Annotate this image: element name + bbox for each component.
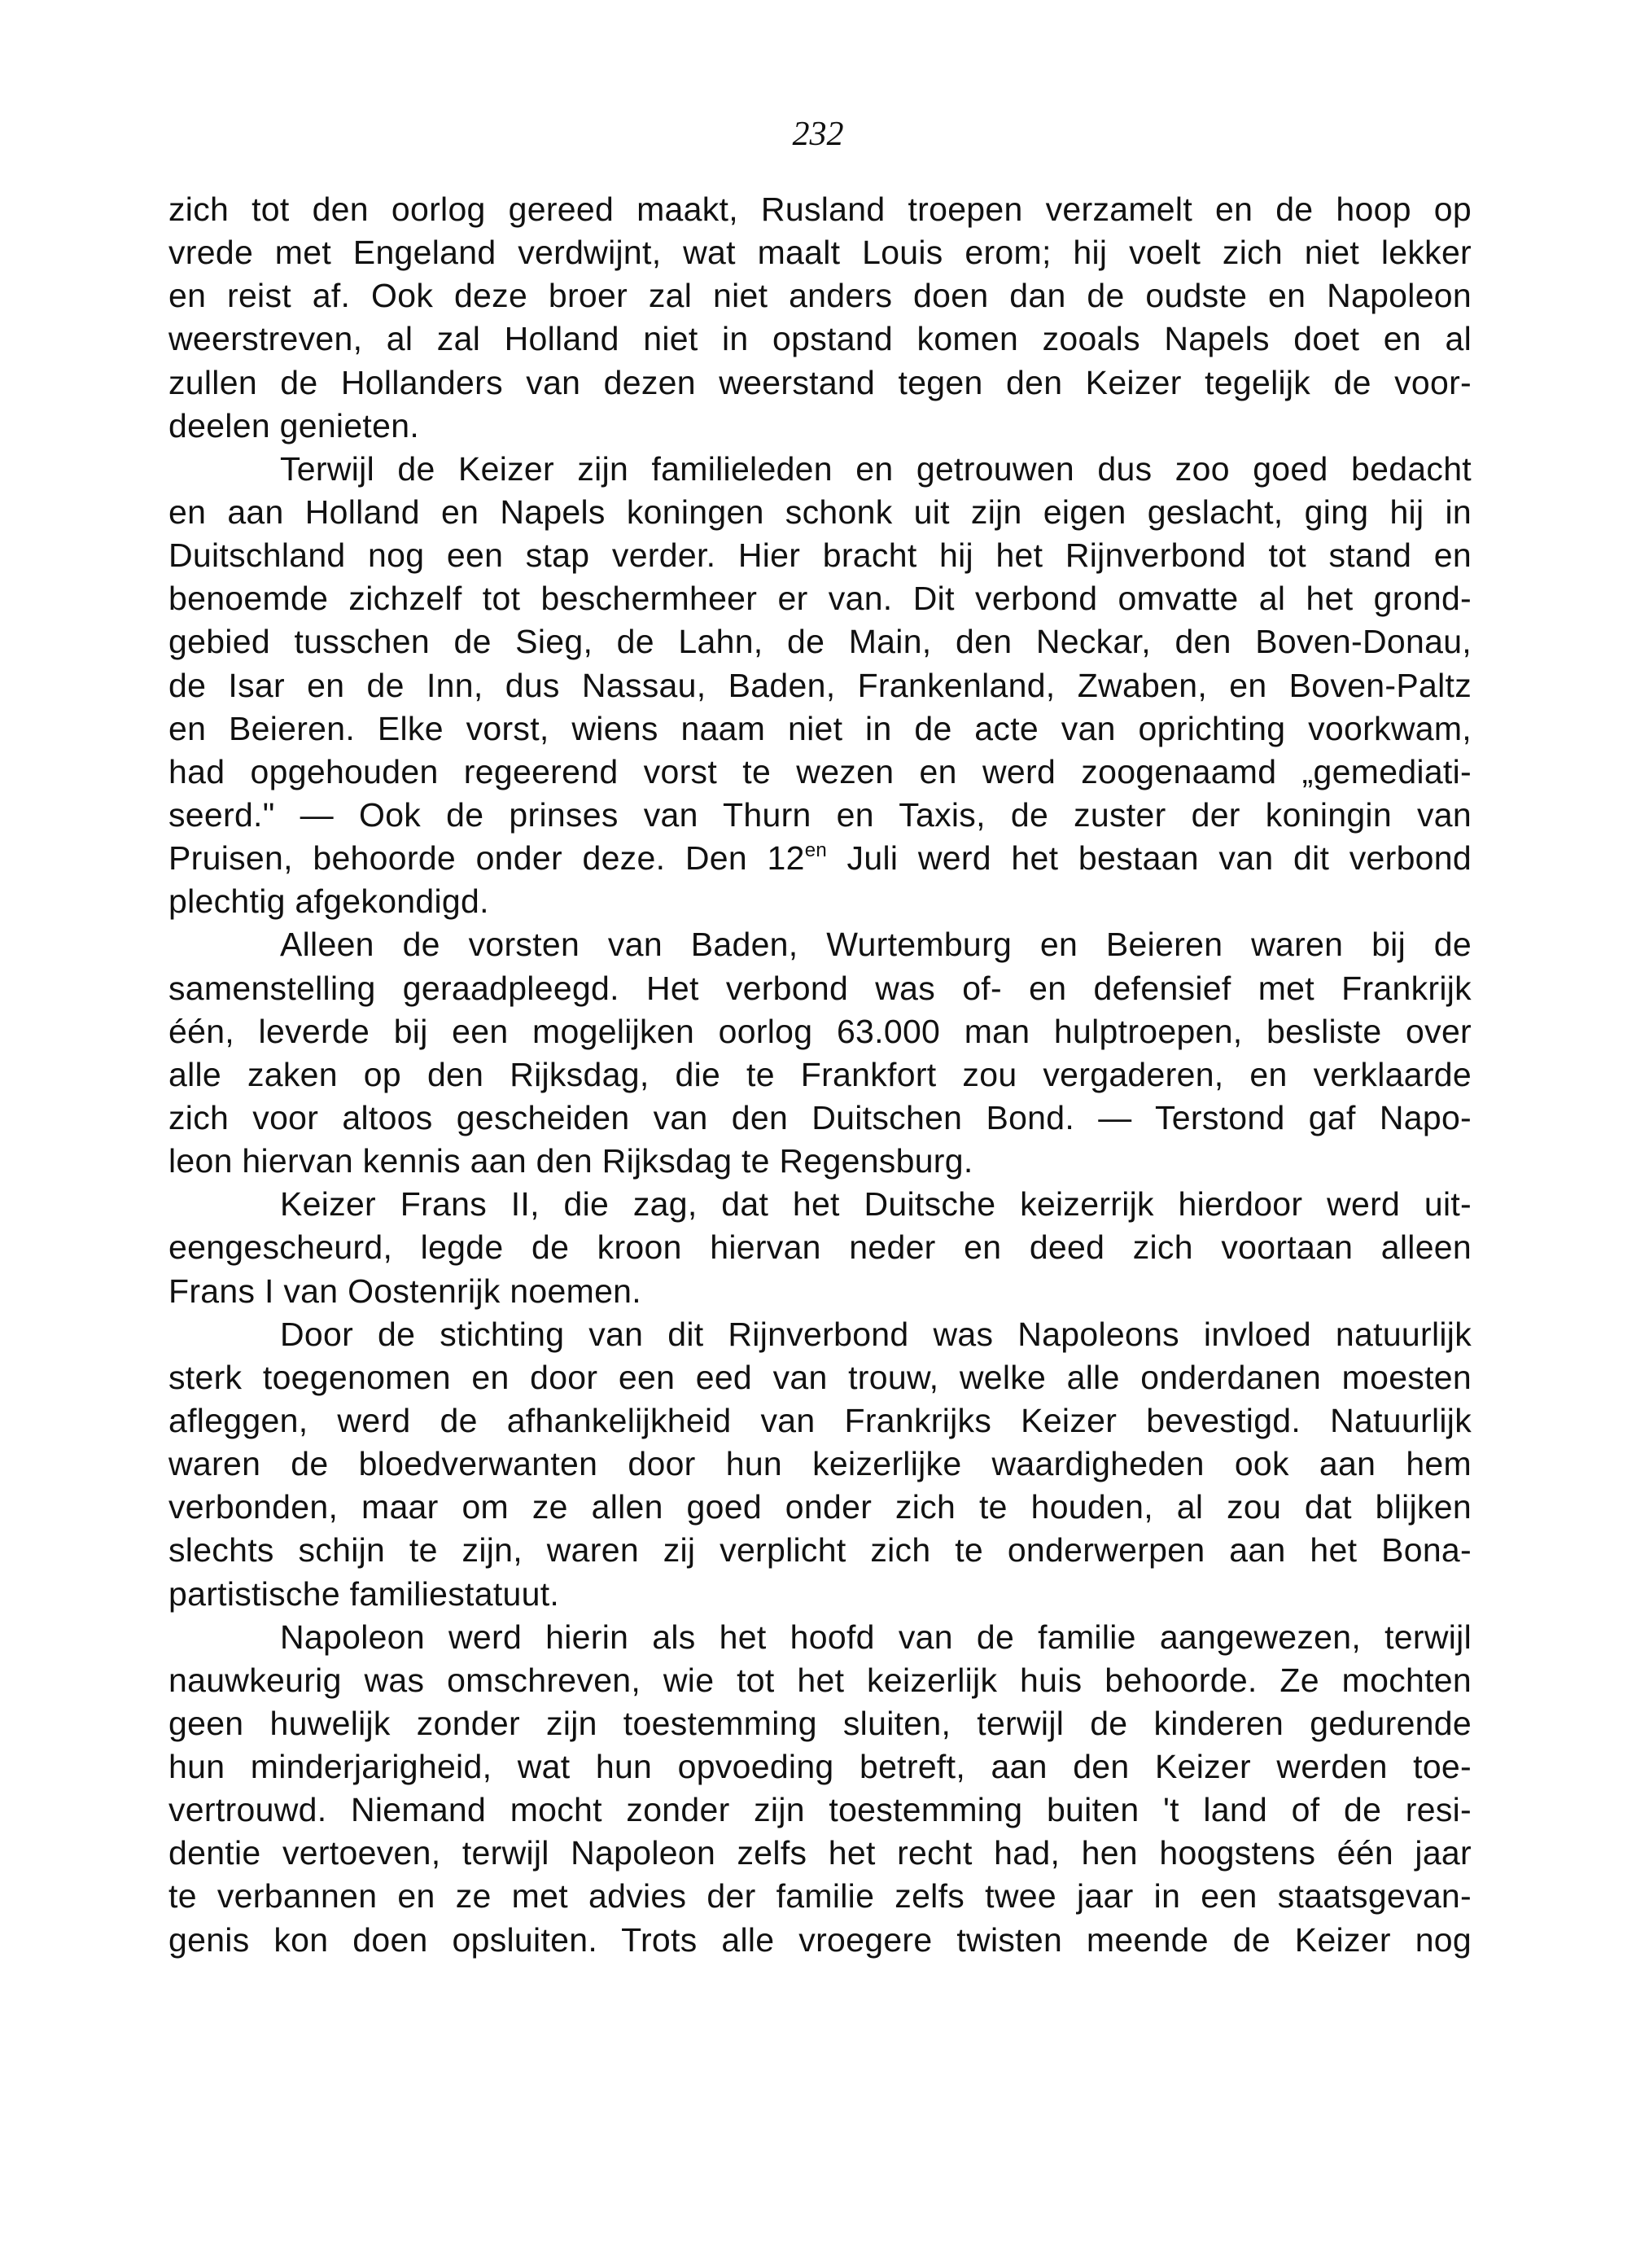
text-line: verbonden, maar om ze allen goed onder zich te houden, al zou dat blijken	[168, 1488, 1472, 1526]
text-line: weerstreven, al zal Holland niet in opstand komen zooals Napels doet en al	[168, 320, 1472, 358]
text-line: benoemde zichzelf tot beschermheer er van. Dit verbond omvatte al het grond-	[168, 580, 1472, 618]
text-line: sterk toegenomen en door een eed van trouw, welke alle onderdanen moesten	[168, 1358, 1472, 1396]
text-line: vertrouwd. Niemand mocht zonder zijn toestemming buiten 't land of de resi-	[168, 1791, 1472, 1829]
text-segment: Pruisen, behoorde onder deze. Den 12	[168, 839, 805, 878]
text-line: zich tot den oorlog gereed maakt, Rusland troepen verzamelt en de hoop op	[168, 190, 1472, 228]
text-line: waren de bloedverwanten door hun keizerlijke waardigheden ook aan hem	[168, 1445, 1472, 1483]
text-segment: Juli werd het bestaan van dit verbond	[827, 839, 1472, 878]
page-number: 232	[792, 116, 844, 153]
body-text	[168, 188, 1472, 1962]
text-line: dentie vertoeven, terwijl Napoleon zelfs het recht had, hen hoogstens één jaar	[168, 1834, 1472, 1872]
text-line: nauwkeurig was omschreven, wie tot het keizerlijk huis behoorde. Ze mochten	[168, 1661, 1472, 1699]
text-line: afleggen, werd de afhankelijkheid van Frankrijks Keizer bevestigd. Natuurlijk	[168, 1401, 1472, 1439]
superscript: en	[804, 839, 827, 862]
text-line: plechtig afgekondigd.	[168, 882, 489, 921]
text-line: slechts schijn te zijn, waren zij verplicht zich te onderwerpen aan het Bona-	[168, 1531, 1472, 1570]
text-line: Duitschland nog een stap verder. Hier bracht hij het Rijnverbond tot stand en	[168, 536, 1472, 575]
text-line: Keizer Frans II, die zag, dat het Duitsche keizerrijk hierdoor werd uit-	[280, 1185, 1472, 1224]
text-line: Door de stichting van dit Rijnverbond was Napoleons invloed natuurlijk	[280, 1315, 1472, 1353]
text-line: genis kon doen opsluiten. Trots alle vroegere twisten meende de Keizer nog	[168, 1920, 1472, 1959]
text-line: eengescheurd, legde de kroon hiervan neder en deed zich voortaan alleen	[168, 1228, 1472, 1267]
text-line: seerd." — Ook de prinses van Thurn en Taxis, de zuster der koningin van	[168, 795, 1472, 834]
text-line: deelen genieten.	[168, 406, 420, 444]
text-line: had opgehouden regeerend vorst te wezen en werd zoogenaamd „gemediati-	[168, 752, 1472, 790]
text-line: hun minderjarigheid, wat hun opvoeding betreft, aan den Keizer werden toe-	[168, 1748, 1472, 1786]
text-line: Alleen de vorsten van Baden, Wurtemburg en Beieren waren bij de	[280, 926, 1472, 964]
text-line: alle zaken op den Rijksdag, die te Frankfort zou vergaderen, en verklaarde	[168, 1055, 1472, 1093]
text-line: te verbannen en ze met advies der familie zelfs twee jaar in een staatsgevan-	[168, 1877, 1472, 1916]
text-line: Frans I van Oostenrijk noemen.	[168, 1272, 641, 1310]
text-line: geen huwelijk zonder zijn toestemming sluiten, terwijl de kinderen gedurende	[168, 1704, 1472, 1742]
text-line: en reist af. Ook deze broer zal niet anders doen dan de oudste en Napoleon	[168, 277, 1472, 315]
text-line: en aan Holland en Napels koningen schonk uit zijn eigen geslacht, ging hij in	[168, 493, 1472, 531]
text-line	[168, 837, 1472, 880]
text-line: de Isar en de Inn, dus Nassau, Baden, Frankenland, Zwaben, en Boven-Paltz	[168, 666, 1472, 704]
text-line: één, leverde bij een mogelijken oorlog 63.000 man hulptroepen, besliste over	[168, 1012, 1472, 1050]
text-line: gebied tusschen de Sieg, de Lahn, de Main, den Neckar, den Boven-Donau,	[168, 623, 1472, 661]
text-line: samenstelling geraadpleegd. Het verbond was of- en defensief met Frankrijk	[168, 969, 1472, 1007]
text-line: Terwijl de Keizer zijn familieleden en getrouwen dus zoo goed bedacht	[280, 449, 1472, 488]
text-line: en Beieren. Elke vorst, wiens naam niet in de acte van oprichting voorkwam,	[168, 709, 1472, 747]
text-line: leon hiervan kennis aan den Rijksdag te Regensburg.	[168, 1142, 973, 1180]
text-line: partistische familiestatuut.	[168, 1574, 560, 1613]
text-line: zullen de Hollanders van dezen weerstand tegen den Keizer tegelijk de voor-	[168, 363, 1472, 401]
text-line: Napoleon werd hierin als het hoofd van de familie aangewezen, terwijl	[280, 1618, 1472, 1656]
text-line: vrede met Engeland verdwijnt, wat maalt Louis erom; hij voelt zich niet lekker	[168, 234, 1472, 272]
text-line: zich voor altoos gescheiden van den Duitschen Bond. — Terstond gaf Napo-	[168, 1098, 1472, 1136]
